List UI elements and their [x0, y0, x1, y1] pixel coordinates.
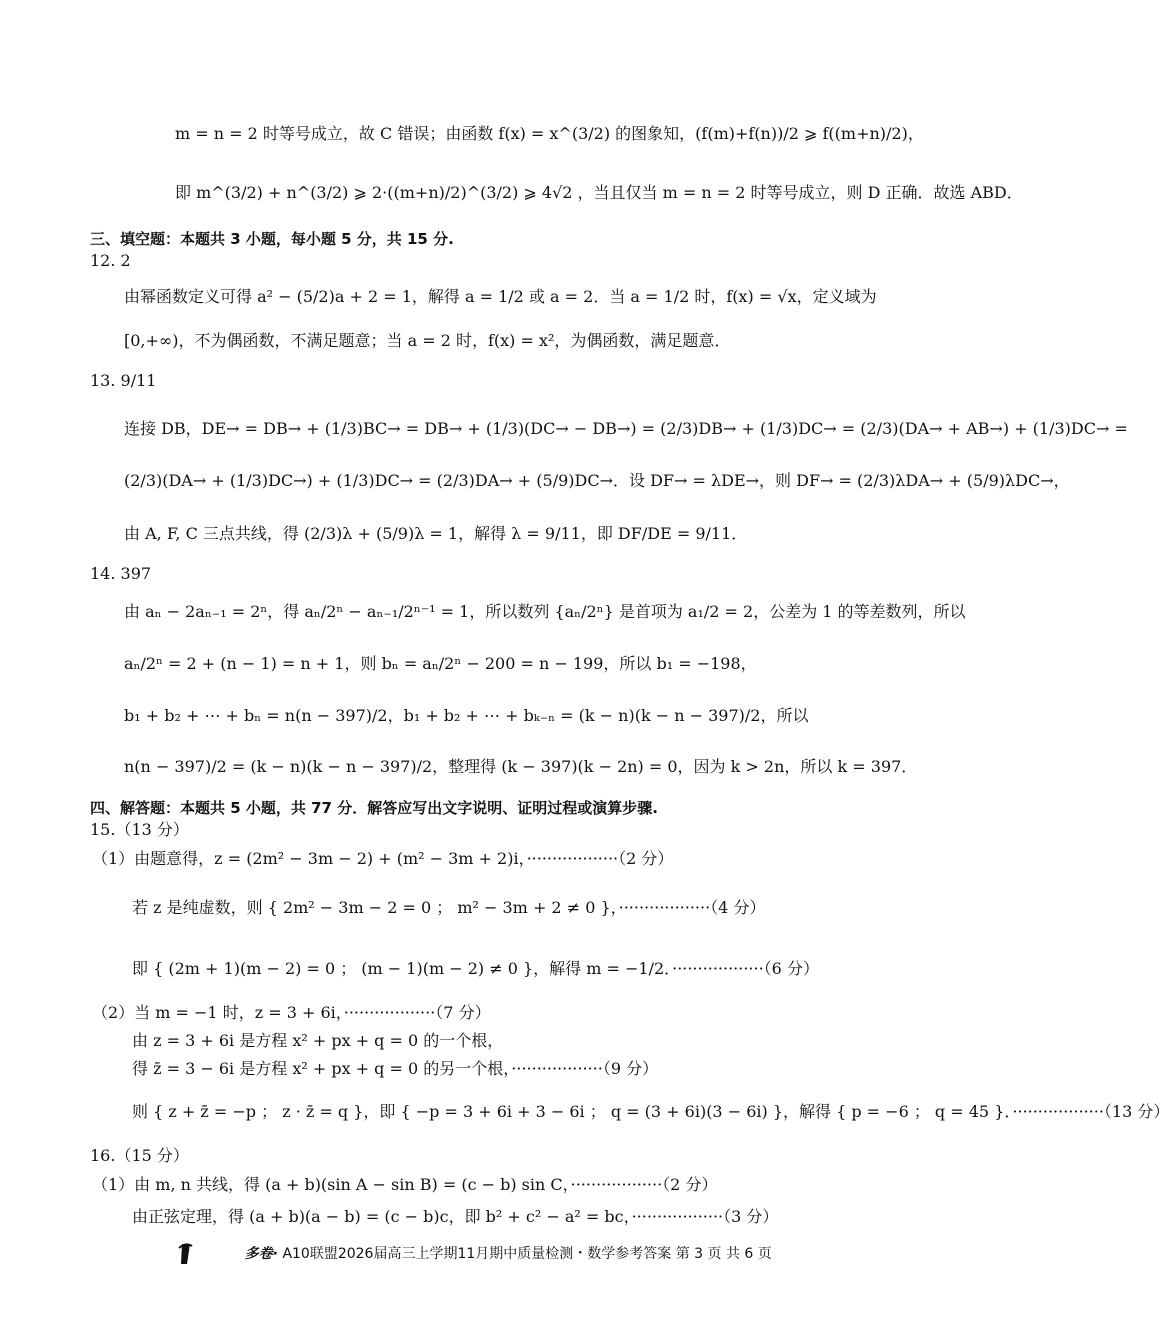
line-8: 由 aₙ − 2aₙ₋₁ = 2ⁿ，得 aₙ/2ⁿ − aₙ₋₁/2ⁿ⁻¹ = 1，所以数列 {aₙ/2ⁿ} 是首项为 a₁/2 = 2，公差为 1 的等差数列，所以 — [124, 602, 966, 621]
line-14: 即 { (2m + 1)(m − 2) = 0 ； (m − 1)(m − 2) ≠ 0 }，解得 m = −1/2．··················（6 分） — [132, 959, 819, 978]
line-12: （1）由题意得，z = (2m² − 3m − 2) + (m² − 3m + 2)i，··················（2 分） — [92, 849, 674, 868]
line-20: 由正弦定理，得 (a + b)(a − b) = (c − b)c，即 b² + c² − a² = bc，··················（3 分） — [132, 1207, 779, 1226]
line-17: 得 z̄ = 3 − 6i 是方程 x² + px + q = 0 的另一个根，··················（9 分） — [132, 1059, 659, 1078]
answer-q12: 12. 2 — [90, 251, 131, 270]
line-10: b₁ + b₂ + ⋯ + bₙ = n(n − 397)/2，b₁ + b₂ + ⋯ + bₖ₋ₙ = (k − n)(k − n − 397)/2，所以 — [124, 706, 809, 725]
line-15: （2）当 m = −1 时，z = 3 + 6i，··················（7 分） — [92, 1003, 491, 1022]
page-footer — [0, 1242, 950, 1266]
line-6: (2/3)(DA→ + (1/3)DC→) + (1/3)DC→ = (2/3)DA→ + (5/9)DC→．设 DF→ = λDE→，则 DF→ = (2/3)λDA→ + (5/9)λDC→， — [124, 471, 1070, 490]
line-16: 由 z = 3 + 6i 是方程 x² + px + q = 0 的一个根， — [132, 1031, 504, 1050]
problem-16-label: 16.（15 分） — [90, 1146, 189, 1165]
line-7: 由 A, F, C 三点共线，得 (2/3)λ + (5/9)λ = 1，解得 λ = 9/11，即 DF/DE = 9/11． — [124, 524, 748, 543]
problem-15-label: 15.（13 分） — [90, 820, 189, 839]
section-heading-fill-in: 三、填空题：本题共 3 小题，每小题 5 分，共 15 分. — [90, 230, 454, 248]
answer-q14: 14. 397 — [90, 564, 152, 583]
line-18: 则 { z + z̄ = −p ； z · z̄ = q }，即 { −p = 3 + 6i + 3 − 6i ； q = (3 + 6i)(3 − 6i) }，解得 { p = −6 ； q = 45 }．··················（13 分） — [132, 1102, 1169, 1121]
line-5: 连接 DB，DE→ = DB→ + (1/3)BC→ = DB→ + (1/3)(DC→ − DB→) = (2/3)DB→ + (1/3)DC→ = (2/3)(DA→ + AB→) + (1/3)DC→ = — [124, 419, 1128, 438]
footer-text: A10联盟2026届高三上学期11月期中质量检测・数学参考答案 第 3 页 共 6 页 — [282, 1246, 772, 1262]
line-11: n(n − 397)/2 = (k − n)(k − n − 397)/2，整理得 (k − 397)(k − 2n) = 0，因为 k > 2n，所以 k = 397． — [124, 757, 918, 776]
line-4: [0,+∞)，不为偶函数，不满足题意；当 a = 2 时，f(x) = x²，为偶函数，满足题意． — [124, 331, 731, 350]
line-3: 由幂函数定义可得 a² − (5/2)a + 2 = 1，解得 a = 1/2 或 a = 2．当 a = 1/2 时，f(x) = √x，定义域为 — [124, 287, 877, 306]
section-heading-answer: 四、解答题：本题共 5 小题，共 77 分．解答应写出文字说明、证明过程或演算步骤. — [90, 799, 658, 817]
line-13: 若 z 是纯虚数，则 { 2m² − 3m − 2 = 0 ； m² − 3m + 2 ≠ 0 }，··················（4 分） — [132, 898, 766, 917]
answer-q13: 13. 9/11 — [90, 371, 157, 390]
line-1: m = n = 2 时等号成立，故 C 错误；由函数 f(x) = x^(3/2) 的图象知，(f(m)+f(n))/2 ⩾ f((m+n)/2)， — [175, 124, 924, 143]
line-9: aₙ/2ⁿ = 2 + (n − 1) = n + 1，则 bₙ = aₙ/2ⁿ − 200 = n − 199，所以 b₁ = −198， — [124, 654, 757, 673]
line-2: 即 m^(3/2) + n^(3/2) ⩾ 2·((m+n)/2)^(3/2) ⩾ 4√2 ，当且仅当 m = n = 2 时等号成立，则 D 正确．故选 ABD． — [175, 183, 1023, 202]
line-19: （1）由 m, n 共线，得 (a + b)(sin A − sin B) = (c − b) sin C，··················（2 分） — [92, 1175, 718, 1194]
publisher-logo-icon — [178, 1242, 236, 1266]
footer-brand: 多卷· — [244, 1246, 278, 1262]
